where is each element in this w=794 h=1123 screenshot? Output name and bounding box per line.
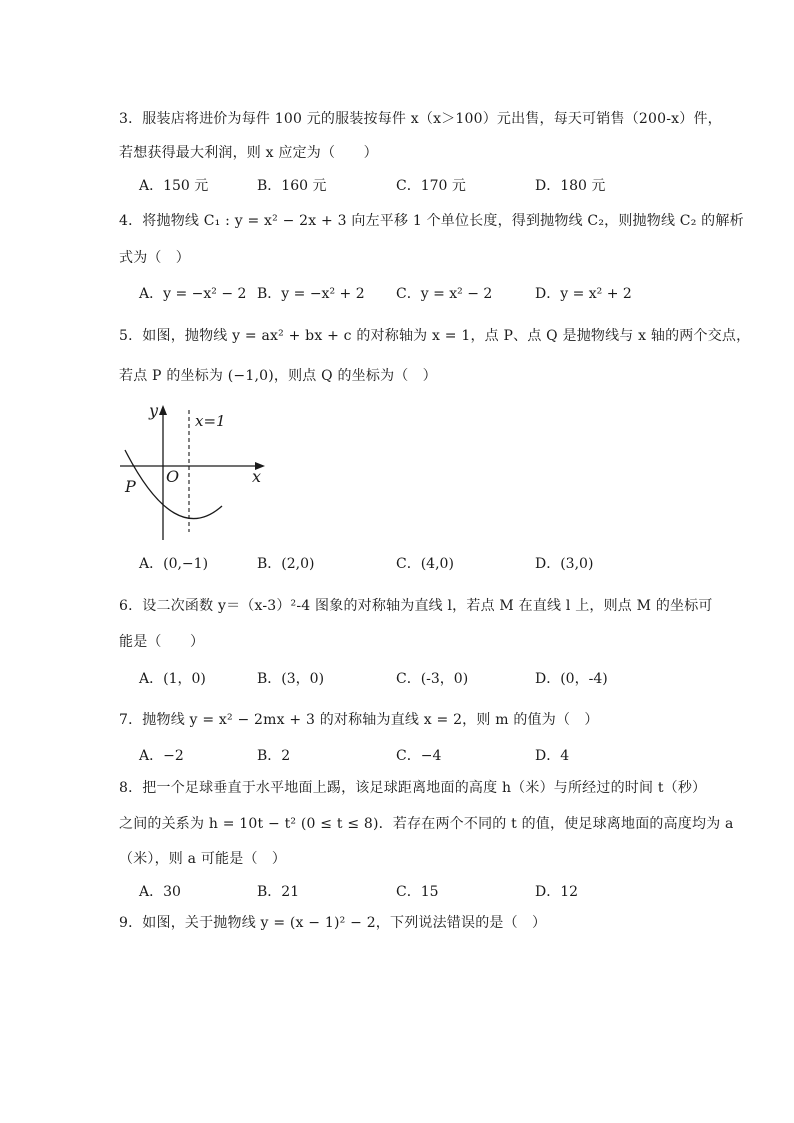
q7-option-b[interactable]: B．2 xyxy=(257,748,291,764)
q5-stem-line2: 若点 P 的坐标为 (−1,0)，则点 Q 的坐标为（ ） xyxy=(119,368,437,384)
origin-label: O xyxy=(166,467,180,486)
q3-option-c[interactable]: C．170 元 xyxy=(396,178,466,194)
q4-stem-line2: 式为（ ） xyxy=(119,250,190,266)
q6-stem-line1: 6．设二次函数 y＝（x-3）²-4 图象的对称轴为直线 l，若点 M 在直线 l 上，则点 M 的坐标可 xyxy=(119,598,713,614)
q3-stem-line2: 若想获得最大利润，则 x 应定为（ ） xyxy=(119,145,378,161)
q6-option-d[interactable]: D．(0，-4) xyxy=(535,671,608,687)
q4-option-a[interactable]: A．y = −x² − 2 xyxy=(139,286,247,302)
q6-option-c[interactable]: C．(-3，0) xyxy=(396,671,469,687)
q7-option-d[interactable]: D．4 xyxy=(535,748,570,764)
q4-option-b[interactable]: B．y = −x² + 2 xyxy=(257,286,365,302)
q5-parabola-figure xyxy=(115,398,275,543)
q3-stem-line1: 3．服装店将进价为每件 100 元的服装按每件 x（x＞100）元出售，每天可销售（200-x）件， xyxy=(119,111,722,127)
q3-option-d[interactable]: D．180 元 xyxy=(535,178,606,194)
q5-option-b[interactable]: B．(2,0) xyxy=(257,556,315,572)
q3-option-b[interactable]: B．160 元 xyxy=(257,178,327,194)
q8-option-b[interactable]: B．21 xyxy=(257,884,300,900)
q4-option-c[interactable]: C．y = x² − 2 xyxy=(396,286,493,302)
q8-option-a[interactable]: A．30 xyxy=(139,884,181,900)
q4-option-d[interactable]: D．y = x² + 2 xyxy=(535,286,632,302)
q4-stem-line1: 4．将抛物线 C₁ : y = x² − 2x + 3 向左平移 1 个单位长度，得到抛物线 C₂，则抛物线 C₂ 的解析 xyxy=(119,213,744,229)
q7-stem-line1: 7．抛物线 y = x² − 2mx + 3 的对称轴为直线 x = 2，则 m 的值为（ ） xyxy=(119,712,599,728)
point-p-label: P xyxy=(125,477,136,496)
q7-option-c[interactable]: C．−4 xyxy=(396,748,442,764)
q8-option-c[interactable]: C．15 xyxy=(396,884,439,900)
y-axis-arrow-icon xyxy=(159,405,167,415)
q8-stem-line3: （米），则 a 可能是（ ） xyxy=(119,851,287,867)
q7-option-a[interactable]: A．−2 xyxy=(139,748,184,764)
q8-option-d[interactable]: D．12 xyxy=(535,884,579,900)
y-axis-label: y xyxy=(149,401,159,420)
symmetry-axis-label: x=1 xyxy=(195,412,226,430)
q6-option-a[interactable]: A．(1，0) xyxy=(139,671,206,687)
q6-option-b[interactable]: B．(3，0) xyxy=(257,671,325,687)
q5-option-d[interactable]: D．(3,0) xyxy=(535,556,594,572)
q5-option-a[interactable]: A．(0,−1) xyxy=(139,556,209,572)
x-axis-label: x xyxy=(252,467,262,486)
q3-option-a[interactable]: A．150 元 xyxy=(139,178,209,194)
q5-option-c[interactable]: C．(4,0) xyxy=(396,556,454,572)
q5-stem-line1: 5．如图，抛物线 y = ax² + bx + c 的对称轴为 x = 1，点 P、点 Q 是抛物线与 x 轴的两个交点， xyxy=(119,328,751,344)
q9-stem-line1: 9．如图，关于抛物线 y = (x − 1)² − 2，下列说法错误的是（ ） xyxy=(119,915,547,931)
q8-stem-line2: 之间的关系为 h = 10t − t² (0 ≤ t ≤ 8)．若存在两个不同的 t 的值，使足球离地面的高度均为 a xyxy=(119,816,734,832)
q6-stem-line2: 能是（ ） xyxy=(119,634,205,650)
q8-stem-line1: 8．把一个足球垂直于水平地面上踢，该足球距离地面的高度 h（米）与所经过的时间 t（秒） xyxy=(119,780,707,796)
